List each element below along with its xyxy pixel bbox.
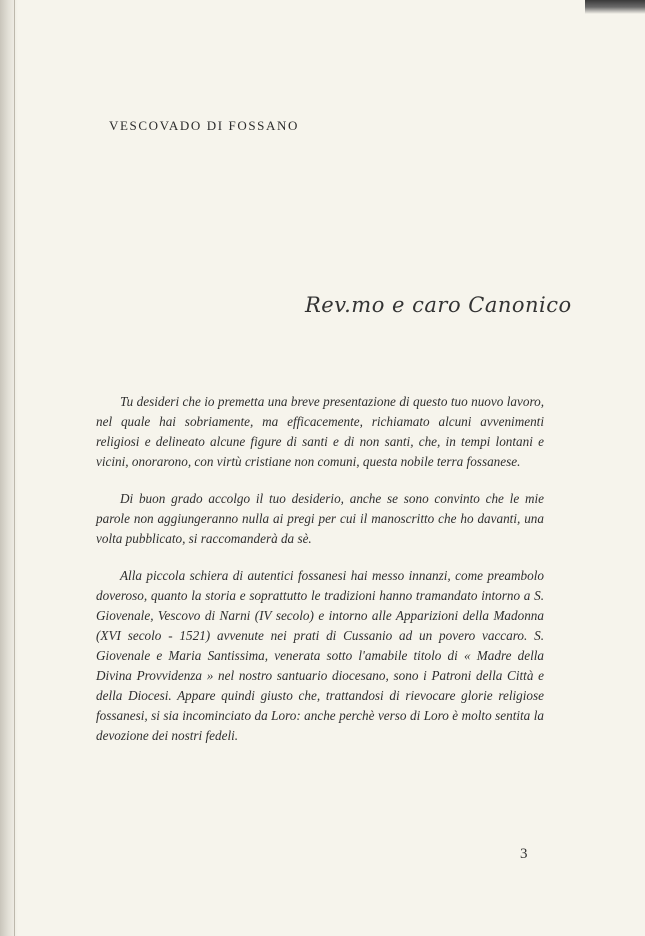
page-edge-shadow bbox=[585, 0, 645, 14]
paragraph: Di buon grado accolgo il tuo desiderio, anche se sono convinto che le mie parole non aggiungeranno nulla ai pregi per cui il manoscritto che ho davanti, una volta pubblicato, si raccomanderà da sè. bbox=[96, 491, 544, 546]
page-number: 3 bbox=[520, 846, 528, 862]
paragraph: Alla piccola schiera di autentici fossanesi hai messo innanzi, come preambolo doveroso, quanto la storia e soprattutto le tradizioni hanno tramandato intorno a S. Giovenale, Vescovo di Narni (IV secolo) e intorno alle Apparizioni della Madonna (XVI secolo - 1521) avvenute nei prati di Cussanio ad un povero vaccaro. S. Giovenale e Maria Santissima, venerata sotto l'amabile titolo di « Madre della Divina Provvidenza » nel nostro santuario diocesano, sono i Patroni della Città e della Diocesi. Appare quindi giusto che, trattandosi di rievocare glorie religiose fossanesi, si sia incominciato da Loro: anche perchè verso di Loro è molto sentita la devozione dei nostri fedeli. bbox=[96, 568, 544, 743]
letterhead: VESCOVADO DI FOSSANO bbox=[109, 118, 299, 133]
paragraph: Tu desideri che io premetta una breve presentazione di questo tuo nuovo lavoro, nel quale hai sobriamente, ma efficacemente, richiamato alcuni avvenimenti religiosi e delineato alcune figure di santi e di non santi, che, in tempi lontani e vicini, onorarono, con virtù cristiane non comuni, questa nobile terra fossanese. bbox=[96, 394, 544, 469]
binding-line bbox=[14, 0, 15, 936]
salutation: Rev.mo e caro Canonico bbox=[305, 293, 572, 317]
binding-shadow bbox=[0, 0, 18, 936]
letter-body bbox=[96, 392, 544, 763]
